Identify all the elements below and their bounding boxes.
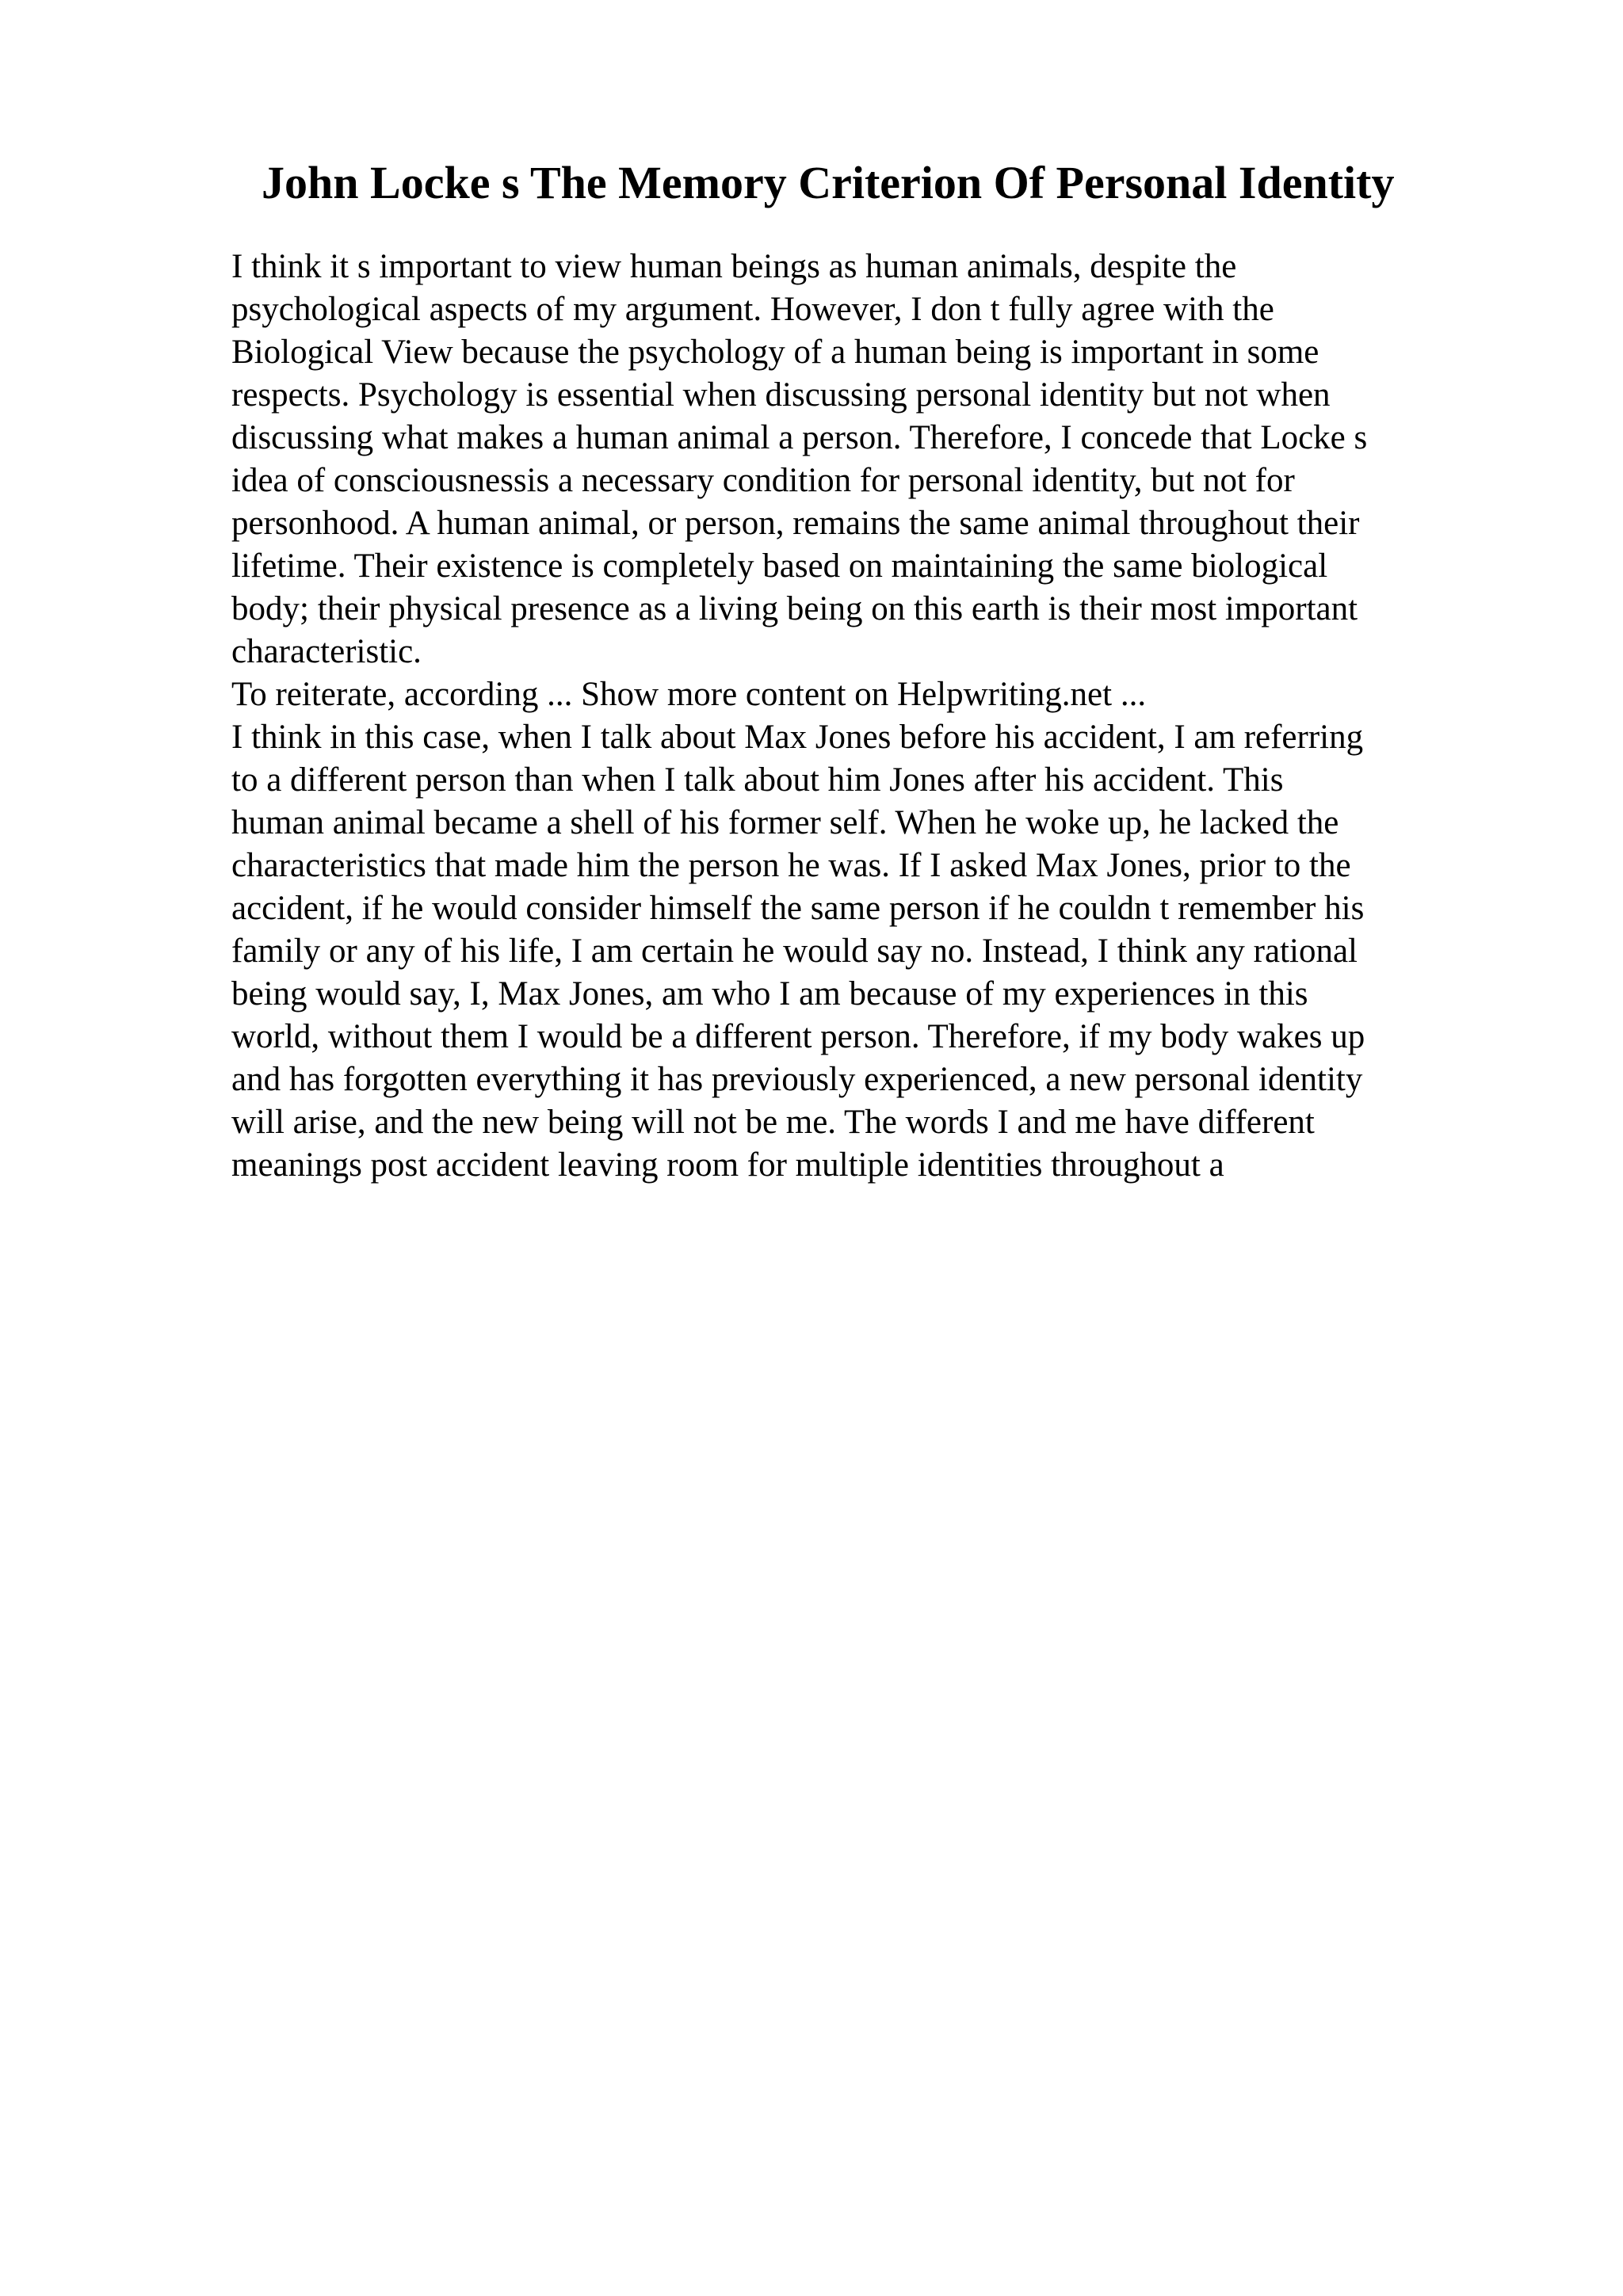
text-line: being would say, I, Max Jones, am who I am because of my experiences in this xyxy=(231,975,1308,1013)
text-line: I think in this case, when I talk about Max Jones before his accident, I am referring xyxy=(231,719,1364,756)
text-line: meanings post accident leaving room for multiple identities throughout a xyxy=(231,1146,1224,1184)
text-line: accident, if he would consider himself the same person if he couldn t remember his xyxy=(231,890,1365,927)
text-line: I think it s important to view human beings as human animals, despite the xyxy=(231,248,1237,285)
text-line: discussing what makes a human animal a person. Therefore, I concede that Locke s xyxy=(231,419,1368,456)
text-line: to a different person than when I talk about him Jones after his accident. This xyxy=(231,761,1284,799)
document-title: John Locke s The Memory Criterion Of Personal Identity xyxy=(262,157,1395,208)
text-line: characteristics that made him the person he was. If I asked Max Jones, prior to the xyxy=(231,847,1351,884)
text-line: Biological View because the psychology of a human being is important in some xyxy=(231,334,1319,371)
text-line: lifetime. Their existence is completely based on maintaining the same biological xyxy=(231,547,1328,585)
text-line: characteristic. xyxy=(231,633,422,670)
text-line: body; their physical presence as a living being on this earth is their most important xyxy=(231,590,1358,627)
text-line: family or any of his life, I am certain he would say no. Instead, I think any rational xyxy=(231,933,1358,970)
text-line: world, without them I would be a different person. Therefore, if my body wakes up xyxy=(231,1018,1365,1055)
text-line: idea of consciousnessis a necessary condition for personal identity, but not for xyxy=(231,462,1295,499)
document-body xyxy=(231,246,1484,1187)
text-line: respects. Psychology is essential when discussing personal identity but not when xyxy=(231,376,1331,414)
text-line: human animal became a shell of his former self. When he woke up, he lacked the xyxy=(231,804,1339,841)
text-line: and has forgotten everything it has previously experienced, a new personal identity xyxy=(231,1061,1363,1098)
teaser-line: To reiterate, according ... Show more content on Helpwriting.net ... xyxy=(231,676,1147,713)
text-line: psychological aspects of my argument. However, I don t fully agree with the xyxy=(231,291,1274,328)
text-line: will arise, and the new being will not be me. The words I and me have different xyxy=(231,1104,1315,1141)
text-line: personhood. A human animal, or person, remains the same animal throughout their xyxy=(231,505,1360,542)
